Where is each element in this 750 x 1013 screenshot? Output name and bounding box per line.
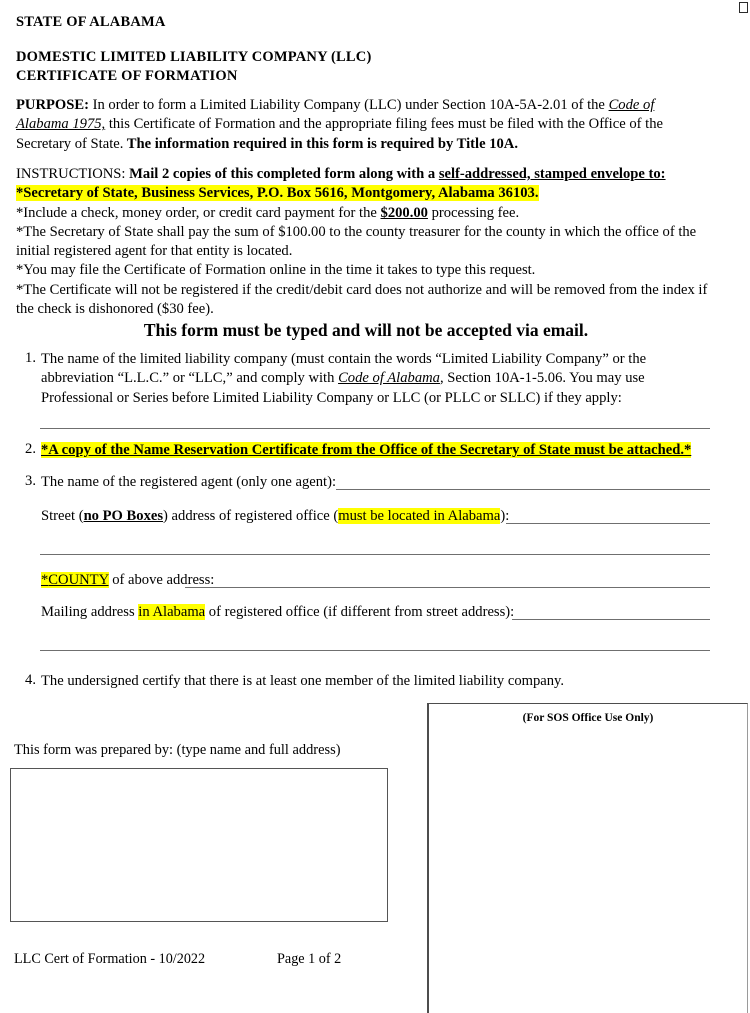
mailing-address-label bbox=[41, 603, 521, 622]
mailing-address-input-rule-2[interactable] bbox=[40, 650, 710, 651]
street-no-po-boxes: no PO Boxes bbox=[83, 508, 164, 524]
instructions-label: INSTRUCTIONS: bbox=[16, 166, 126, 182]
item-4-text: The undersigned certify that there is at least one member of the limited liability company. bbox=[41, 673, 565, 689]
purpose-text-before: In order to form a Limited Liability Company (LLC) under Section 10A-5A-2.01 of the bbox=[88, 97, 609, 113]
fee-text-before: *Include a check, money order, or credit card payment for the bbox=[16, 205, 381, 221]
instructions-county-treasurer-line: *The Secretary of State shall pay the sum of $100.00 to the county treasurer for the county in which the office of the initial registered agent for that entity is located. bbox=[16, 224, 697, 260]
item-1-name-input-rule[interactable] bbox=[40, 428, 710, 429]
sos-mailing-address: *Secretary of State, Business Services, P.O. Box 5616, Montgomery, Alabama 36103. bbox=[16, 185, 539, 201]
item-2-number: 2. bbox=[25, 441, 36, 457]
fee-amount: $200.00 bbox=[380, 205, 428, 221]
item-4-number: 4. bbox=[25, 672, 36, 688]
registered-agent-name-input-rule[interactable] bbox=[336, 489, 710, 490]
purpose-text-after: this Certificate of Formation and the appropriate filing fees must be filed with the Office of the Secretary of State. bbox=[16, 116, 663, 152]
street-address-label bbox=[41, 507, 511, 526]
item-1-number: 1. bbox=[25, 350, 36, 366]
item-1-citation: Code of Alabama bbox=[338, 370, 440, 387]
name-reservation-notice: *A copy of the Name Reservation Certificate from the Office of the Secretary of State must be attached.* bbox=[41, 442, 692, 458]
document-title-line1: DOMESTIC LIMITED LIABILITY COMPANY (LLC) bbox=[16, 49, 372, 65]
instructions-online-filing-line: *You may file the Certificate of Formation online in the time it takes to type this request. bbox=[16, 262, 536, 278]
purpose-citation: Code of Alabama 1975, bbox=[16, 97, 655, 133]
typed-form-banner: This form must be typed and will not be accepted via email. bbox=[143, 320, 589, 340]
county-highlight: COUNTY bbox=[48, 572, 109, 588]
footer-form-id: LLC Cert of Formation - 10/2022 bbox=[14, 951, 206, 967]
sos-office-use-label: (For SOS Office Use Only) bbox=[522, 712, 654, 724]
street-label-c: ): bbox=[500, 508, 510, 524]
item-3-agent-label: The name of the registered agent (only one agent): bbox=[41, 474, 336, 490]
county-rest: of above address: bbox=[108, 572, 215, 588]
footer-page-number: Page 1 of 2 bbox=[277, 951, 342, 967]
state-heading: STATE OF ALABAMA bbox=[16, 14, 166, 30]
street-address-input-rule-2[interactable] bbox=[40, 554, 710, 555]
item-1-text-b: , Section 10A-1-5.06. You may use Professional or Series before Limited Liability Company or LLC (or PLLC or SLLC) if they apply: bbox=[41, 370, 645, 406]
prepared-by-input-box[interactable] bbox=[10, 768, 388, 922]
instructions-address-line bbox=[16, 184, 716, 203]
document-title-line2: CERTIFICATE OF FORMATION bbox=[16, 68, 238, 84]
instructions-dishonored-line: *The Certificate will not be registered if the credit/debit card does not authorize and will be removed from the index if the check is dishonored ($30 fee). bbox=[16, 282, 708, 318]
mailing-label-b: of registered office (if different from street address): bbox=[205, 604, 515, 620]
purpose-bold-tail: The information required in this form is required by Title 10A. bbox=[123, 135, 518, 152]
mailing-address-input-rule-1[interactable] bbox=[512, 619, 710, 620]
county-input-rule[interactable] bbox=[185, 587, 710, 588]
instructions-mail-underline: self-addressed, stamped envelope to: bbox=[438, 166, 666, 182]
instructions-fee-line bbox=[16, 204, 716, 223]
instructions-mail-line bbox=[16, 165, 716, 184]
document-title bbox=[16, 48, 716, 86]
item-3-number: 3. bbox=[25, 473, 36, 489]
street-label-a: Street ( bbox=[41, 508, 84, 524]
mailing-label-a: Mailing address bbox=[41, 604, 139, 620]
sos-office-use-box[interactable] bbox=[427, 703, 748, 1013]
purpose-paragraph bbox=[16, 96, 706, 154]
item-1-text bbox=[41, 350, 708, 408]
county-star: * bbox=[41, 572, 49, 588]
fee-text-after: processing fee. bbox=[427, 205, 520, 221]
purpose-label: PURPOSE: bbox=[16, 97, 89, 113]
mailing-in-alabama: in Alabama bbox=[138, 604, 206, 620]
instructions-mail-bold: Mail 2 copies of this completed form along with a bbox=[125, 166, 439, 182]
street-label-b: ) address of registered office ( bbox=[163, 508, 339, 524]
street-address-input-rule-1[interactable] bbox=[506, 523, 710, 524]
street-must-be-alabama: must be located in Alabama bbox=[338, 508, 501, 524]
scan-artifact-icon bbox=[739, 2, 748, 13]
prepared-by-label: This form was prepared by: (type name and full address) bbox=[14, 742, 341, 758]
item-1-text-a: The name of the limited liability company (must contain the words “Limited Liability Company” or the abbreviation “L.L.C.” or “LLC,” and comply with bbox=[41, 351, 647, 387]
item-2-text bbox=[41, 441, 708, 460]
